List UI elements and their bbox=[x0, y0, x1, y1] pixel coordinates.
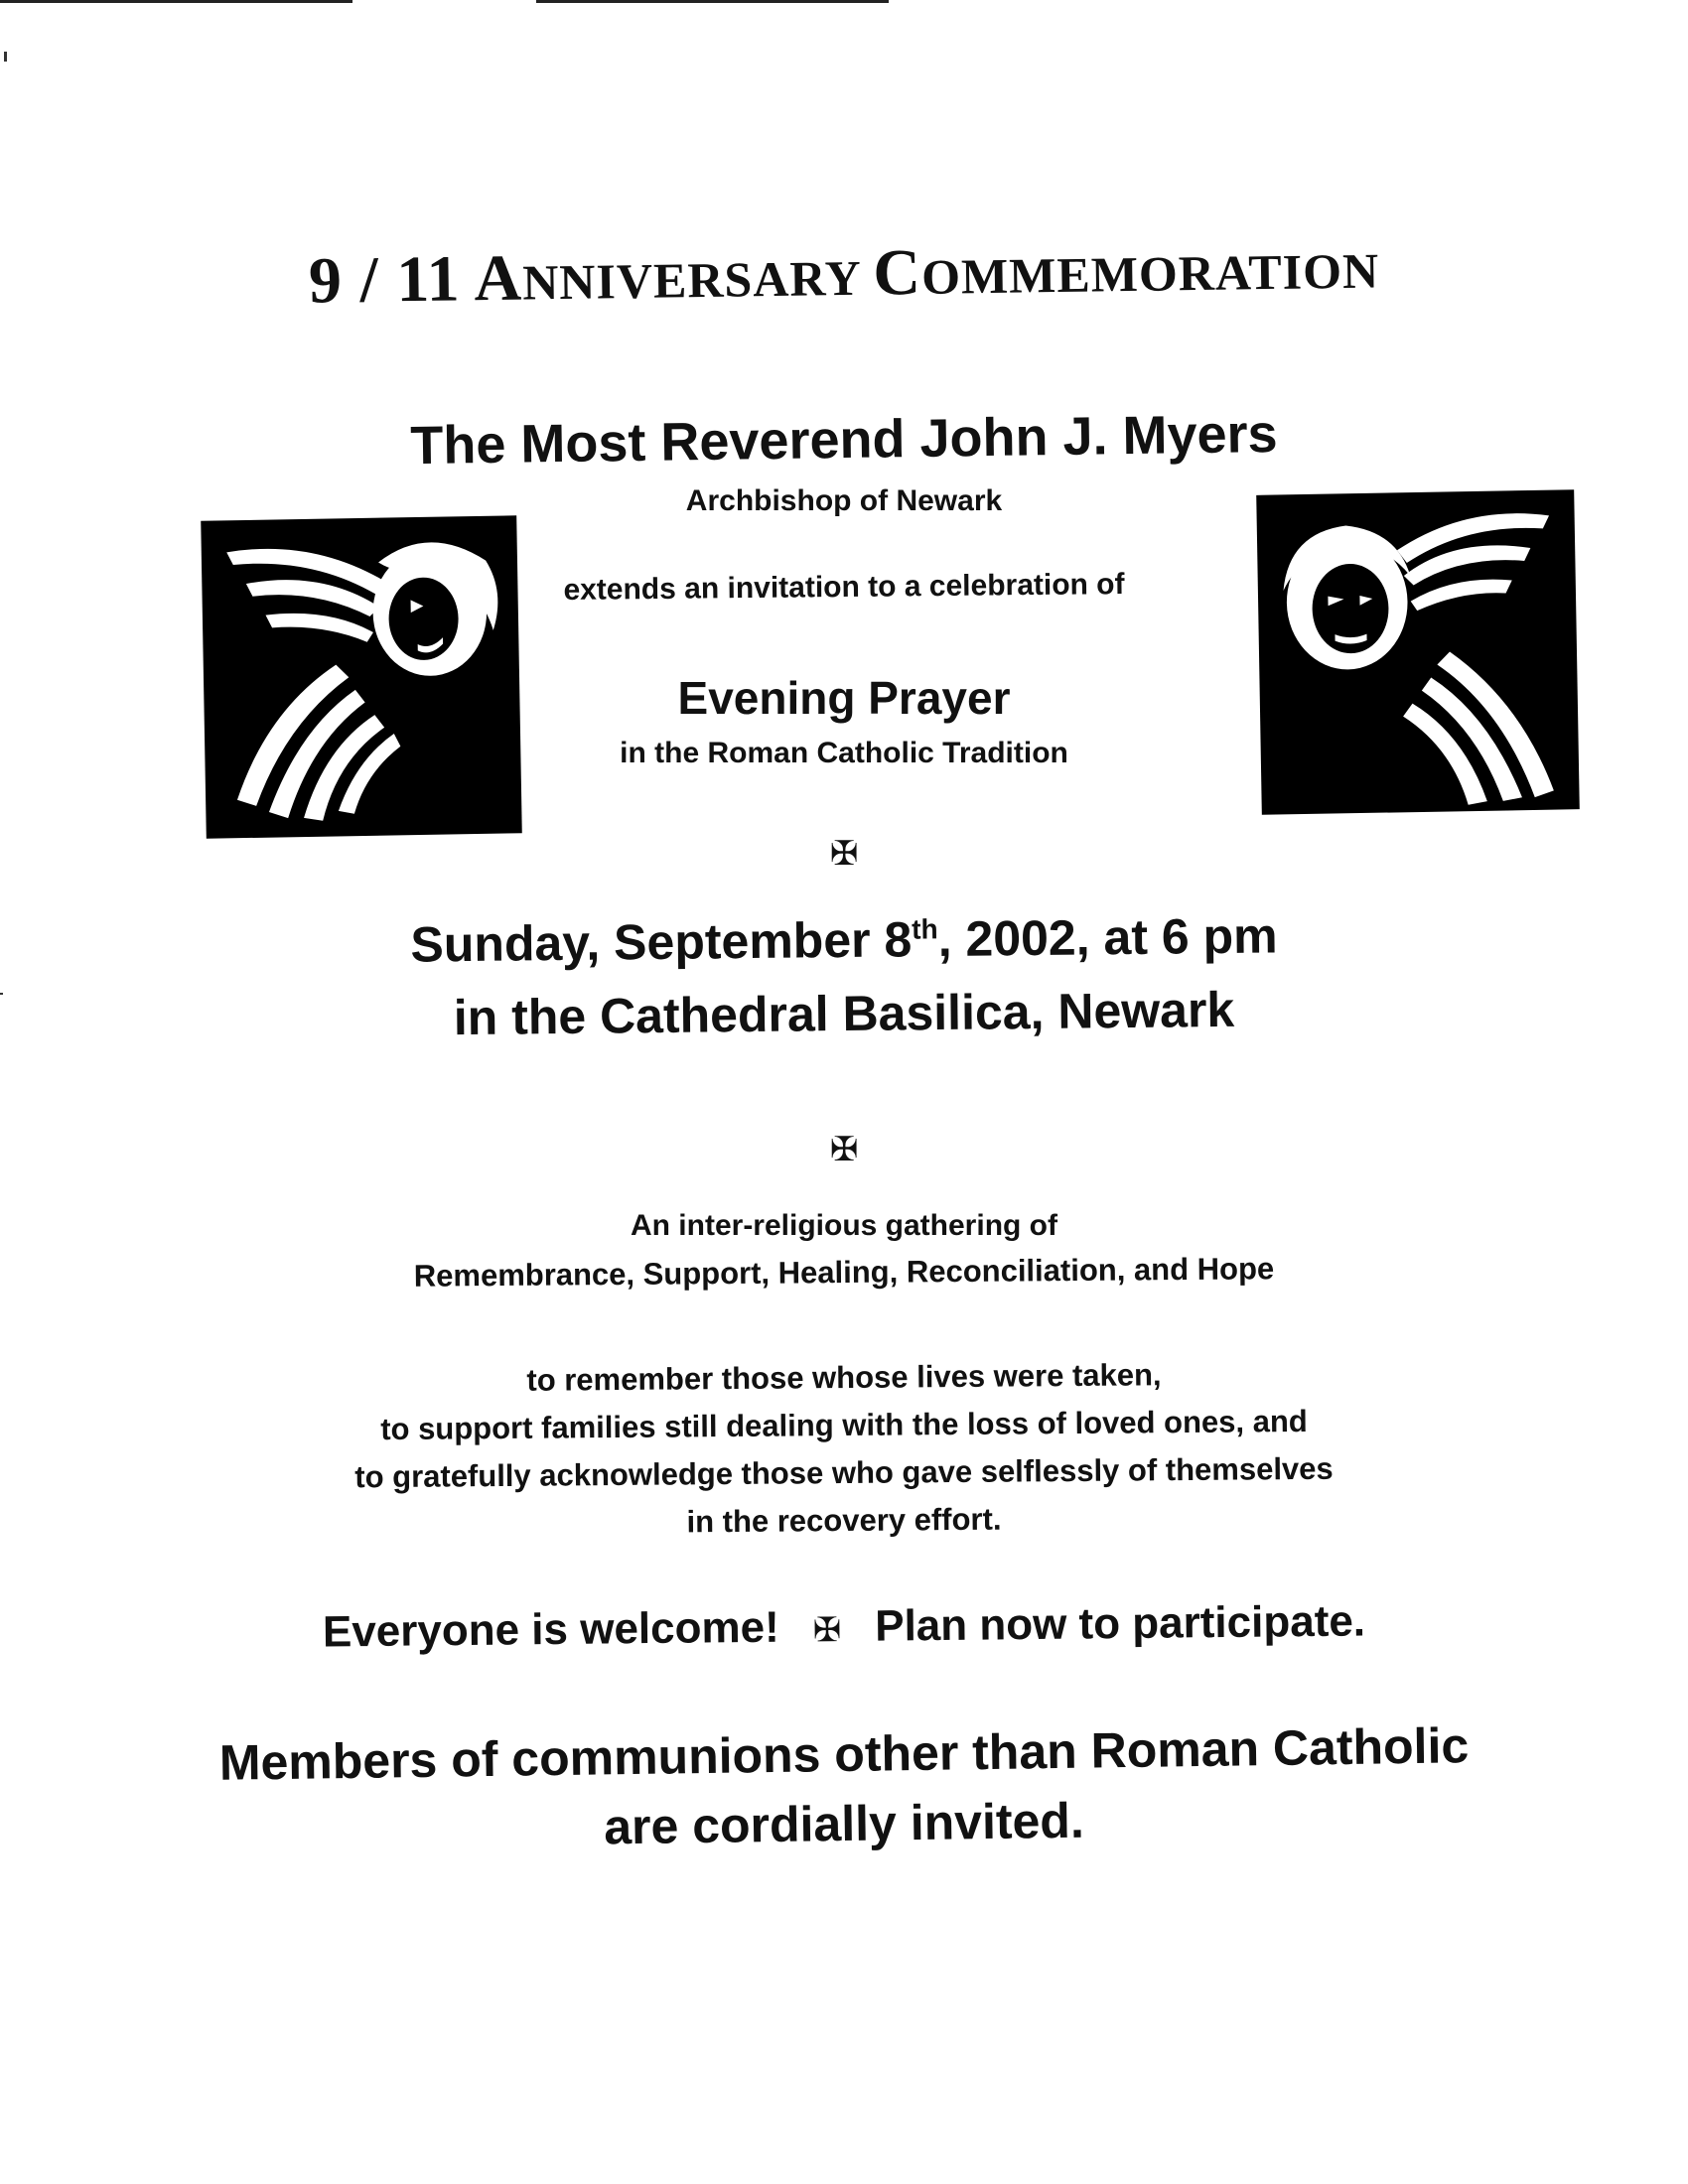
service-name: Evening Prayer bbox=[677, 672, 1011, 724]
service-tradition: in the Roman Catholic Tradition bbox=[620, 737, 1068, 769]
scan-line-top-center bbox=[536, 0, 889, 3]
purpose-line: to gratefully acknowledge those who gave selflessly of themselves bbox=[354, 1450, 1334, 1495]
purpose-line: in the recovery effort. bbox=[686, 1501, 1002, 1540]
welcome-row bbox=[0, 1593, 1688, 1661]
page-title: 9 / 11 ANNIVERSARY COMMEMORATION bbox=[308, 235, 1380, 318]
values-line: Remembrance, Support, Healing, Reconciliation, and Hope bbox=[413, 1251, 1275, 1294]
invitation-line: extends an invitation to a celebration of bbox=[563, 568, 1125, 607]
welcome-text: Everyone is welcome! bbox=[322, 1602, 779, 1657]
scan-line-top-left bbox=[0, 0, 352, 3]
participate-text: Plan now to participate. bbox=[874, 1596, 1366, 1651]
purpose-line: to support families still dealing with the loss of loved ones, and bbox=[380, 1403, 1308, 1447]
members-line: are cordially invited. bbox=[603, 1792, 1085, 1855]
scan-edge-mark bbox=[4, 52, 7, 62]
purpose-line: to remember those whose lives were taken, bbox=[526, 1357, 1162, 1398]
host-name: The Most Reverend John J. Myers bbox=[409, 403, 1278, 477]
cross-icon: ✠ bbox=[812, 1610, 842, 1651]
cross-icon: ✠ bbox=[829, 1130, 859, 1169]
gathering-line: An inter-religious gathering of bbox=[630, 1209, 1057, 1242]
event-location: in the Cathedral Basilica, Newark bbox=[453, 981, 1235, 1046]
cross-icon: ✠ bbox=[829, 834, 859, 874]
event-date: Sunday, September 8th, 2002, at 6 pm bbox=[410, 907, 1278, 973]
members-line: Members of communions other than Roman Catholic bbox=[218, 1717, 1470, 1791]
host-title: Archbishop of Newark bbox=[685, 484, 1003, 517]
